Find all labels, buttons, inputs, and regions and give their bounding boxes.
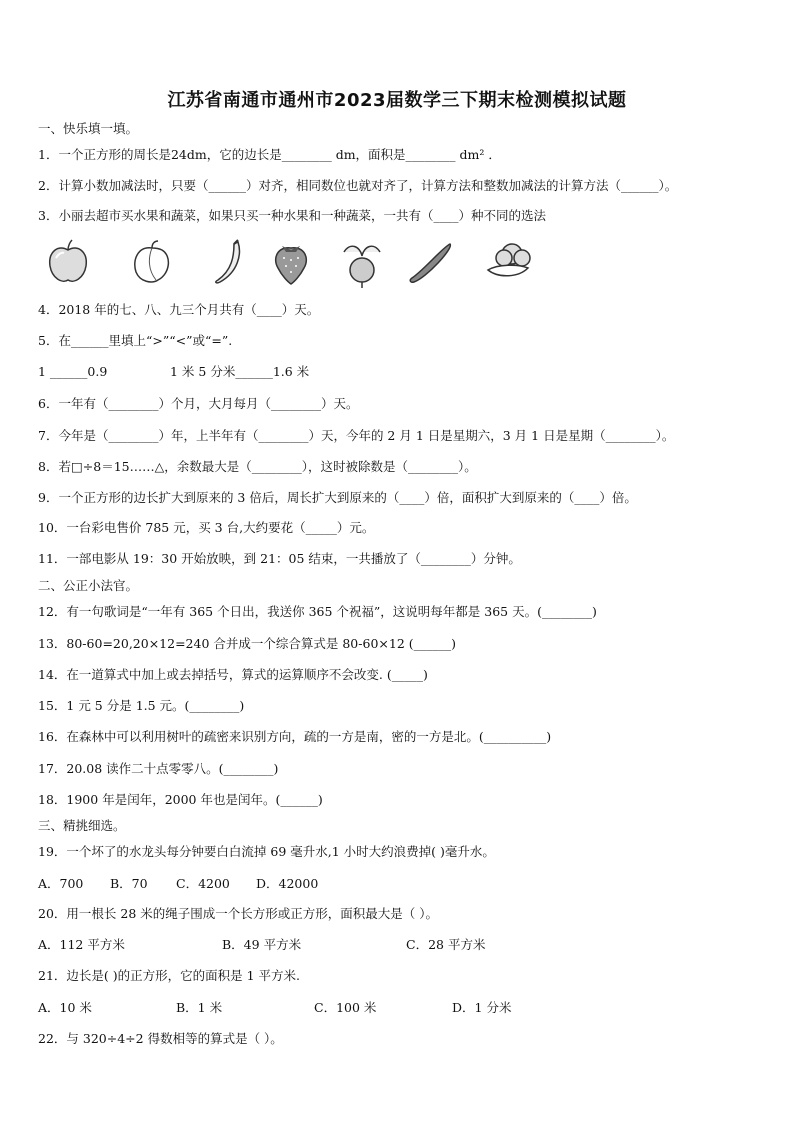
question-6: 6．一年有（________）个月，大月每月（________）天。 (38, 396, 359, 411)
fruit-vegetable-images (38, 238, 478, 290)
section-1-heading: 一、快乐填一填。 (38, 121, 139, 136)
question-19: 19．一个坏了的水龙头每分钟要白白流掉 69 毫升水,1 小时大约浪费掉( )毫升水。 (38, 844, 495, 859)
question-22: 22．与 320÷4÷2 得数相等的算式是（ ）。 (38, 1031, 283, 1046)
option-d: D．42000 (256, 876, 319, 891)
section-3-heading: 三、精挑细选。 (38, 818, 126, 833)
cabbage-icon (478, 238, 538, 286)
cucumber-icon (406, 238, 456, 286)
option-c: C．4200 (176, 876, 230, 891)
question-16: 16．在森林中可以利用树叶的疏密来识别方向，疏的一方是南，密的一方是北。(__________) (38, 729, 552, 744)
option-c: C．28 平方米 (406, 937, 486, 952)
peach-icon (128, 238, 176, 286)
strawberry-icon (270, 238, 312, 286)
question-1: 1．一个正方形的周长是24dm，它的边长是________ dm，面积是________ dm² ． (38, 147, 501, 162)
banana-icon (208, 238, 248, 286)
question-17: 17．20.08 读作二十点零零八。(________) (38, 761, 279, 776)
question-11: 11．一部电影从 19：30 开始放映，到 21：05 结束，一共播放了（________）分钟。 (38, 551, 521, 566)
question-5b: 1 米 5 分米______1.6 米 (170, 364, 310, 379)
section-2-heading: 二、公正小法官。 (38, 578, 139, 593)
question-4: 4．2018 年的七、八、九三个月共有（____）天。 (38, 302, 320, 317)
question-10: 10．一台彩电售价 785 元，买 3 台,大约要花（_____）元。 (38, 520, 375, 535)
option-a: A．700 (38, 876, 84, 891)
question-18: 18．1900 年是闰年，2000 年也是闰年。(______) (38, 792, 323, 807)
option-a: A．112 平方米 (38, 937, 125, 952)
option-c: C．100 米 (314, 1000, 377, 1015)
option-a: A．10 米 (38, 1000, 92, 1015)
option-b: B．1 米 (176, 1000, 223, 1015)
question-3: 3．小丽去超市买水果和蔬菜，如果只买一种水果和一种蔬菜，一共有（____）种不同的选法 (38, 208, 546, 223)
radish-icon (334, 238, 390, 290)
question-5a: 1 ______0.9 (38, 364, 108, 379)
page-title: 江苏省南通市通州市2023届数学三下期末检测模拟试题 (167, 90, 627, 111)
question-15: 15．1 元 5 分是 1.5 元。(________) (38, 698, 245, 713)
question-13: 13．80-60=20,20×12=240 合并成一个综合算式是 80-60×12 (______) (38, 636, 456, 651)
question-12: 12．有一句歌词是“一年有 365 个日出，我送你 365 个祝福”，这说明每年都是 365 天。(________) (38, 604, 597, 619)
question-21: 21．边长是( )的正方形，它的面积是 1 平方米. (38, 968, 301, 983)
option-b: B．49 平方米 (222, 937, 302, 952)
question-21-options (38, 1000, 511, 1016)
option-b: B．70 (110, 876, 148, 891)
question-7: 7．今年是（________）年，上半年有（________）天，今年的 2 月 1 日是星期六，3 月 1 日是星期（________）。 (38, 428, 675, 443)
question-19-options (38, 876, 318, 892)
question-9: 9．一个正方形的边长扩大到原来的 3 倍后，周长扩大到原来的（____）倍，面积扩大到原来的（____）倍。 (38, 490, 637, 505)
question-5: 5．在______里填上“>”“<”或“=”. (38, 333, 233, 348)
option-d: D．1 分米 (452, 1000, 512, 1015)
question-20-options (38, 937, 485, 953)
question-20: 20．用一根长 28 米的绳子围成一个长方形或正方形，面积最大是（ ）。 (38, 906, 438, 921)
question-14: 14．在一道算式中加上或去掉括号，算式的运算顺序不会改变. (_____) (38, 667, 428, 682)
apple-icon (44, 238, 92, 286)
question-8: 8．若□÷8＝15……△，余数最大是（________），这时被除数是（________）。 (38, 459, 477, 474)
question-2: 2．计算小数加减法时，只要（______）对齐，相同数位也就对齐了，计算方法和整数加减法的计算方法（______）。 (38, 178, 678, 193)
